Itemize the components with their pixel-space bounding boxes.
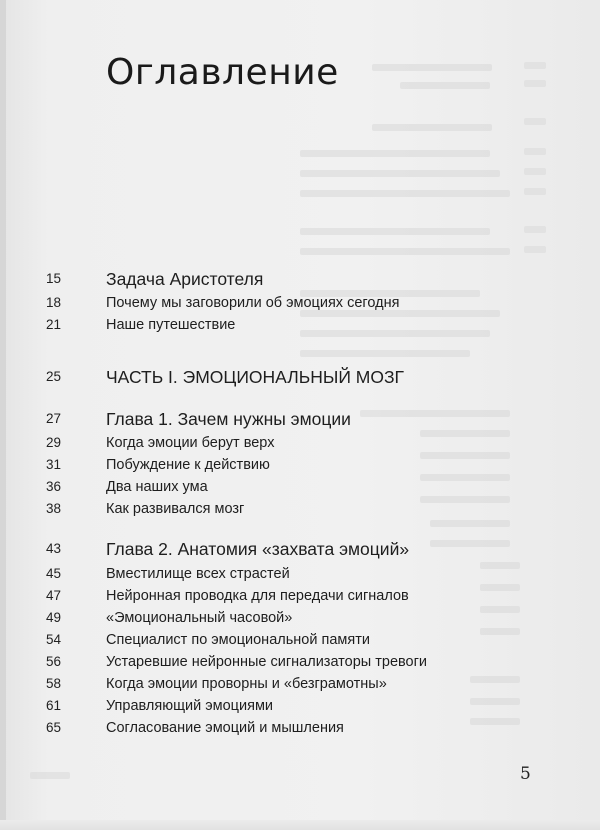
- toc-title: Как развивался мозг: [106, 501, 245, 517]
- toc-page-number: 15: [46, 271, 62, 286]
- toc-page-number: 36: [46, 479, 62, 494]
- toc-title: Когда эмоции проворны и «безграмотны»: [106, 676, 387, 692]
- toc-page-number: 43: [46, 541, 62, 556]
- toc-page-number: 45: [46, 566, 62, 581]
- toc-title: Устаревшие нейронные сигнализаторы тревоги: [106, 654, 428, 670]
- page-title: Оглавление: [106, 52, 339, 93]
- toc-page-number: 18: [46, 295, 62, 310]
- toc-title: Нейронная проводка для передачи сигналов: [106, 588, 409, 604]
- toc-entry[interactable]: [0, 498, 560, 520]
- toc-title: Два наших ума: [106, 479, 208, 495]
- toc-title: ЧАСТЬ I. ЭМОЦИОНАЛЬНЫЙ МОЗГ: [106, 367, 405, 387]
- toc-page-number: 65: [46, 720, 62, 735]
- toc-title: «Эмоциональный часовой»: [106, 610, 293, 626]
- toc-title: Когда эмоции берут верх: [106, 435, 275, 451]
- toc-page-number: 27: [46, 411, 62, 426]
- toc-page-number: 56: [46, 654, 62, 669]
- toc-page-number: 31: [46, 457, 62, 472]
- toc-entry[interactable]: [0, 476, 560, 498]
- toc-entry[interactable]: [0, 454, 560, 476]
- toc-page-number: 58: [46, 676, 62, 691]
- toc-page-number: 61: [46, 698, 62, 713]
- toc-page-number: 21: [46, 317, 62, 332]
- toc-entry[interactable]: [0, 673, 560, 695]
- toc-entry[interactable]: [0, 563, 560, 585]
- toc-title: Специалист по эмоциональной памяти: [106, 632, 370, 648]
- page-number: 5: [520, 764, 531, 784]
- toc-entry[interactable]: [0, 585, 560, 607]
- toc-page-number: 49: [46, 610, 62, 625]
- toc-title: Согласование эмоций и мышления: [106, 720, 344, 736]
- toc-entry[interactable]: [0, 268, 560, 290]
- toc-page-number: 47: [46, 588, 62, 603]
- toc-entry[interactable]: [0, 314, 560, 336]
- toc-entry[interactable]: [0, 629, 560, 651]
- toc-entry[interactable]: [0, 717, 560, 739]
- toc-entry[interactable]: [0, 538, 560, 560]
- toc-entry[interactable]: [0, 695, 560, 717]
- toc-title: Глава 1. Зачем нужны эмоции: [106, 409, 351, 429]
- toc-entry[interactable]: [0, 292, 560, 314]
- scan-bottom-edge: [0, 820, 600, 830]
- toc-title: Глава 2. Анатомия «захвата эмоций»: [106, 539, 410, 559]
- toc-page-number: 54: [46, 632, 62, 647]
- toc-entry[interactable]: [0, 408, 560, 430]
- toc-page-number: 25: [46, 369, 62, 384]
- toc-entry[interactable]: [0, 432, 560, 454]
- toc-page-number: 38: [46, 501, 62, 516]
- toc-title: Почему мы заговорили об эмоциях сегодня: [106, 295, 400, 311]
- toc-title: Управляющий эмоциями: [106, 698, 274, 714]
- toc-entry[interactable]: [0, 651, 560, 673]
- toc-title: Наше путешествие: [106, 317, 236, 333]
- toc-title: Вместилище всех страстей: [106, 566, 290, 582]
- toc-page-number: 29: [46, 435, 62, 450]
- toc-entry[interactable]: [0, 607, 560, 629]
- toc-title: Задача Аристотеля: [106, 269, 264, 289]
- toc-title: Побуждение к действию: [106, 457, 270, 473]
- toc-entry[interactable]: [0, 366, 560, 388]
